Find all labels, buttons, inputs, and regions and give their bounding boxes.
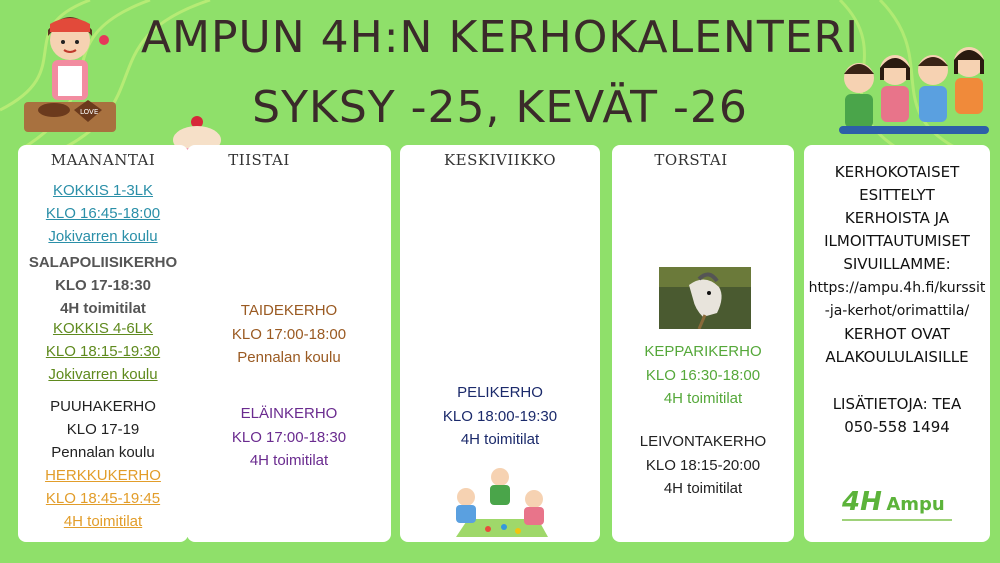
kepparikerho-name: KEPPARIKERHO xyxy=(644,343,762,360)
leivontakerho-place: 4H toimitilat xyxy=(663,480,743,497)
logo-tagline-bar xyxy=(842,519,952,521)
herkkukerho-time[interactable]: KLO 18:45-19:45 xyxy=(45,490,161,507)
logo-ampu-text: Ampu xyxy=(886,494,945,515)
wednesday-column xyxy=(400,145,600,542)
day-heading-wednesday: KESKIVIIKKO xyxy=(443,151,557,169)
info-line-2: ESITTELYT xyxy=(859,186,935,204)
page-title-line-2: SYKSY -25, KEVÄT -26 xyxy=(252,82,748,133)
info-line-8: KERHOT OVAT xyxy=(844,325,950,343)
leivontakerho-time: KLO 18:15-20:00 xyxy=(645,457,761,474)
taidekerho-place: Pennalan koulu xyxy=(237,349,341,366)
info-contact-name: LISÄTIETOJA: TEA xyxy=(832,395,962,413)
logo-4h-mark: 4H xyxy=(842,487,882,517)
svg-text:LOVE: LOVE xyxy=(80,108,99,116)
kokkis-1-3-time[interactable]: KLO 16:45-18:00 xyxy=(45,205,161,222)
kokkis-1-3-place[interactable]: Jokivarren koulu xyxy=(48,228,158,245)
page-title-line-1: AMPUN 4H:N KERHOKALENTERI xyxy=(140,12,860,63)
kokkis-4-6-time[interactable]: KLO 18:15-19:30 xyxy=(45,343,161,360)
puuhakerho-place: Pennalan koulu xyxy=(51,444,155,461)
taidekerho-name: TAIDEKERHO xyxy=(240,302,338,319)
kokkis-4-6-name[interactable]: KOKKIS 4-6LK xyxy=(52,320,154,337)
monday-column xyxy=(18,145,188,542)
ampu-4h-logo xyxy=(842,487,962,523)
puuhakerho-name: PUUHAKERHO xyxy=(50,398,156,415)
leivontakerho-name: LEIVONTAKERHO xyxy=(639,433,767,450)
pelikerho-time: KLO 18:00-19:30 xyxy=(442,408,558,425)
info-column xyxy=(804,145,990,542)
elainkerho-name: ELÄINKERHO xyxy=(240,405,338,422)
kepparikerho-time: KLO 16:30-18:00 xyxy=(645,367,761,384)
elainkerho-place: 4H toimitilat xyxy=(249,452,329,469)
pelikerho-name: PELIKERHO xyxy=(457,384,543,401)
kokkis-1-3-name[interactable]: KOKKIS 1-3LK xyxy=(52,182,154,199)
hobby-horse-photo xyxy=(659,267,751,329)
info-line-3: KERHOISTA JA xyxy=(844,209,950,227)
elainkerho-time: KLO 17:00-18:30 xyxy=(231,429,347,446)
herkkukerho-place[interactable]: 4H toimitilat xyxy=(63,513,143,530)
info-line-9: ALAKOULULAISILLE xyxy=(825,348,969,366)
info-line-4: ILMOITTAUTUMISET xyxy=(824,232,970,250)
taidekerho-time: KLO 17:00-18:00 xyxy=(231,326,347,343)
herkkukerho-name[interactable]: HERKKUKERHO xyxy=(45,467,161,484)
salapoliisikerho-time: KLO 17-18:30 xyxy=(55,277,151,294)
info-contact-phone: 050-558 1494 xyxy=(844,418,950,436)
info-url-line-2[interactable]: -ja-kerhot/orimattila/ xyxy=(824,303,970,319)
puuhakerho-time: KLO 17-19 xyxy=(66,421,140,438)
kokkis-4-6-place[interactable]: Jokivarren koulu xyxy=(48,366,158,383)
day-heading-thursday: TORSTAI xyxy=(654,151,728,169)
board-game-kids-illustration xyxy=(448,467,552,539)
info-url-line-1[interactable]: https://ampu.4h.fi/kurssit xyxy=(808,280,986,296)
tuesday-column xyxy=(187,145,391,542)
info-line-5: SIVUILLAMME: xyxy=(843,255,951,273)
day-heading-monday: MAANANTAI xyxy=(50,151,156,169)
day-heading-tuesday: TIISTAI xyxy=(228,151,290,169)
salapoliisikerho-place: 4H toimitilat xyxy=(60,300,146,317)
pelikerho-place: 4H toimitilat xyxy=(460,431,540,448)
kepparikerho-place: 4H toimitilat xyxy=(663,390,743,407)
thursday-column xyxy=(612,145,794,542)
info-line-1: KERHOKOTAISET xyxy=(834,163,960,181)
salapoliisikerho-name: SALAPOLIISIKERHO xyxy=(28,254,178,271)
